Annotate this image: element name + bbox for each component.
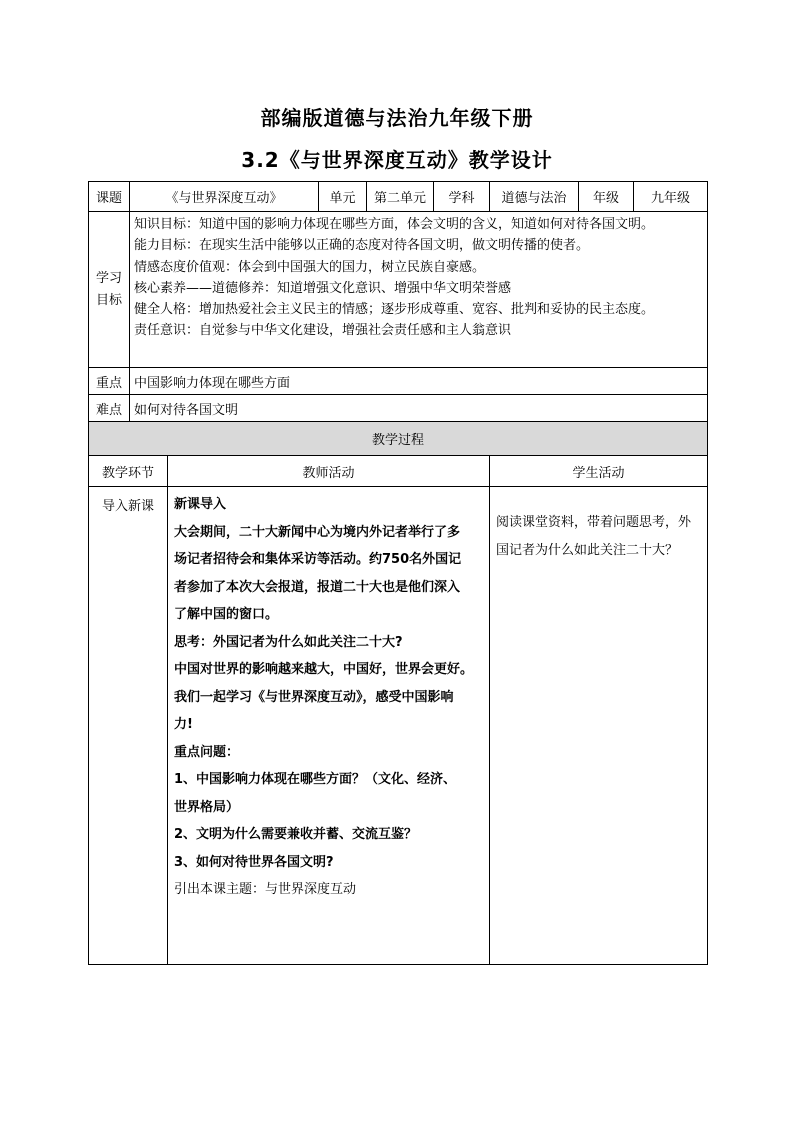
- process-header-row: [89, 422, 708, 456]
- student-line: 阅读课堂资料，带着问题思考，外: [496, 515, 692, 530]
- teacher-line: 我们一起学习《与世界深度互动》，感受中国影响: [174, 689, 454, 705]
- key-point-value: 中国影响力体现在哪些方面: [130, 368, 708, 395]
- objective-responsibility: 责任意识：自觉参与中华文化建设，增强社会责任感和主人翁意识: [134, 323, 512, 339]
- teacher-line: 重点问题：: [174, 744, 240, 760]
- unit-value: 第二单元: [367, 182, 434, 212]
- document-title: 部编版道德与法治九年级下册: [260, 106, 534, 130]
- difficult-point-label: 难点: [89, 395, 130, 422]
- lesson-plan-table: [88, 181, 708, 965]
- teacher-line: 场记者招待会和集体采访等活动。约750名外国记: [174, 552, 462, 567]
- subject-value: 道德与法治: [490, 182, 579, 212]
- teacher-line: 1、中国影响力体现在哪些方面？（文化、经济、: [174, 772, 457, 787]
- objective-personality: 健全人格：增加热爱社会主义民主的情感；逐步形成尊重、宽容、批判和妥协的民主态度。: [134, 302, 655, 318]
- key-point-label: 重点: [89, 368, 130, 395]
- teacher-line: 力!: [174, 717, 193, 732]
- teacher-line: 中国对世界的影响越来越大，中国好，世界会更好。: [174, 662, 474, 677]
- objectives-label-line2: 目标: [95, 292, 122, 308]
- topic-label: 课题: [89, 182, 130, 212]
- student-line: 国记者为什么如此关注二十大？: [496, 543, 679, 558]
- teacher-line: 3、如何对待世界各国文明?: [174, 854, 334, 870]
- grade-label: 年级: [579, 182, 634, 212]
- process-columns-row: [89, 456, 708, 487]
- process-row-intro: [89, 487, 708, 965]
- difficult-point-value: 如何对待各国文明: [130, 395, 708, 422]
- objective-knowledge: 知识目标：知道中国的影响力体现在哪些方面，体会文明的含义，知道如何对待各国文明。: [134, 217, 655, 232]
- grade-value: 九年级: [634, 182, 708, 212]
- objective-core-literacy: 核心素养——道德修养：知道增强文化意识、增强中华文明荣誉感: [134, 280, 512, 296]
- student-activity: [490, 487, 708, 965]
- document-subtitle: 3.2《与世界深度互动》教学设计: [241, 148, 553, 172]
- teacher-line: 思考：外国记者为什么如此关注二十大?: [174, 634, 403, 650]
- teacher-line: 了解中国的窗口。: [174, 607, 279, 622]
- difficult-point-row: [89, 395, 708, 422]
- topic-value: 《与世界深度互动》: [130, 182, 319, 212]
- objectives-label: [89, 212, 130, 368]
- col-teacher-header: 教师活动: [168, 456, 490, 487]
- process-title: 教学过程: [89, 422, 708, 456]
- teacher-line: 2、文明为什么需要兼收并蓄、交流互鉴？: [174, 827, 418, 842]
- teacher-activity: [168, 487, 490, 965]
- teacher-line: 新课导入: [174, 497, 227, 512]
- subject-label: 学科: [434, 182, 490, 212]
- objectives-content: [130, 212, 708, 368]
- unit-label: 单元: [319, 182, 367, 212]
- key-point-row: [89, 368, 708, 395]
- info-row: [89, 182, 708, 212]
- teacher-line: 世界格局）: [174, 799, 240, 815]
- teacher-line: 引出本课主题：与世界深度互动: [174, 882, 357, 897]
- objective-emotion: 情感态度价值观：体会到中国强大的国力，树立民族自豪感。: [134, 259, 486, 275]
- objectives-row: [89, 212, 708, 368]
- stage-cell: 导入新课: [89, 487, 168, 965]
- teacher-line: 者参加了本次大会报道，报道二十大也是他们深入: [174, 579, 461, 595]
- teacher-line: 大会期间，二十大新闻中心为境内外记者举行了多: [174, 524, 461, 540]
- objective-ability: 能力目标：在现实生活中能够以正确的态度对待各国文明，做文明传播的使者。: [134, 238, 590, 254]
- objectives-label-line1: 学习: [95, 270, 122, 286]
- col-student-header: 学生活动: [490, 456, 708, 487]
- col-stage-header: 教学环节: [89, 456, 168, 487]
